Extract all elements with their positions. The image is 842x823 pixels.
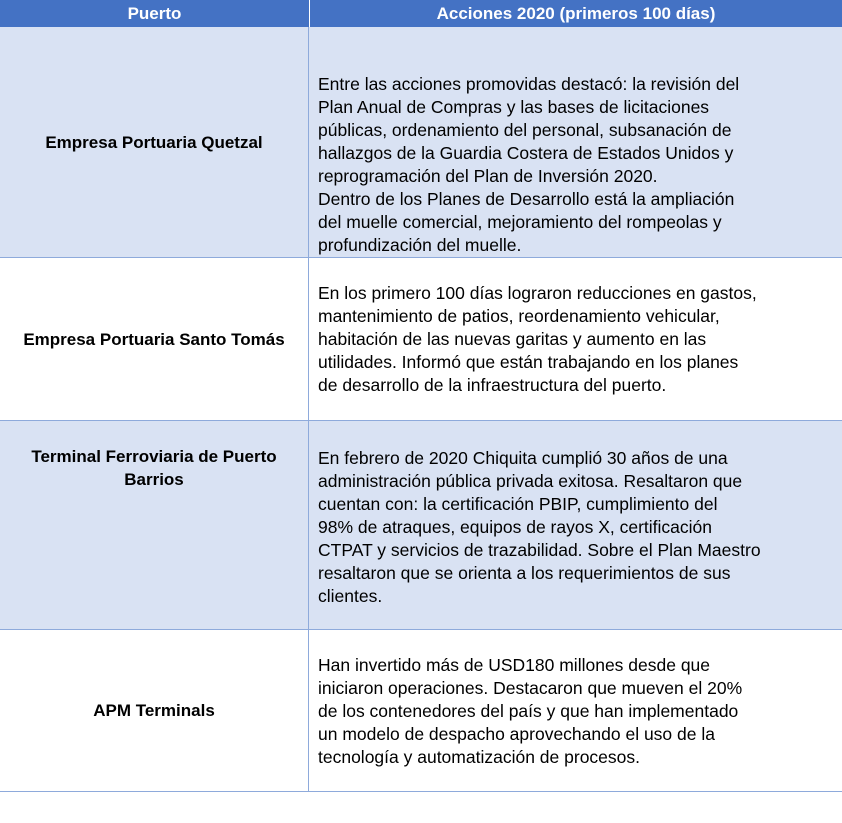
- port-actions: En febrero de 2020 Chiquita cumplió 30 años de una administración pública privada exitosa. Resaltaron que cuentan con: la certificación PBIP, cumplimiento del 98% de atraques, equipos de rayos X, certificación CTPAT y servicios de trazabilidad. Sobre el Plan Maestro resaltaron que se orienta a los requerimientos de sus clientes.: [318, 448, 761, 606]
- port-actions: Entre las acciones promovidas destacó: la revisión del Plan Anual de Compras y las bases de licitaciones públicas, ordenamiento del personal, subsanación de hallazgos de la Guardia Costera de Estados Unidos y reprogramación del Plan de Inversión 2020. Dentro de los Planes de Desarrollo está la ampliación del muelle comercial, mejoramiento del rompeolas y profundización del muelle.: [318, 74, 740, 255]
- table-row: [0, 258, 842, 421]
- header-actions: Acciones 2020 (primeros 100 días): [309, 0, 842, 27]
- header-port: Puerto: [127, 4, 182, 23]
- table-row: [0, 27, 842, 258]
- table-row: [0, 421, 842, 630]
- port-name: Empresa Portuaria Quetzal: [0, 27, 309, 257]
- port-actions: En los primero 100 días lograron reducciones en gastos, mantenimiento de patios, reordenamiento vehicular, habitación de las nuevas garitas y aumento en las utilidades. Informó que están trabajando en los planes de desarrollo de la infraestructura del puerto.: [318, 283, 757, 395]
- port-name: Terminal Ferroviaria de Puerto Barrios: [0, 421, 309, 629]
- port-actions: Han invertido más de USD180 millones desde que iniciaron operaciones. Destacaron que mueven el 20% de los contenedores del país y que han implementado un modelo de despacho aprovechando el uso de la tecnología y automatización de procesos.: [318, 655, 743, 767]
- port-name: Empresa Portuaria Santo Tomás: [0, 258, 309, 420]
- table-row: [0, 630, 842, 792]
- table-header: [0, 0, 842, 27]
- port-name: APM Terminals: [0, 630, 309, 791]
